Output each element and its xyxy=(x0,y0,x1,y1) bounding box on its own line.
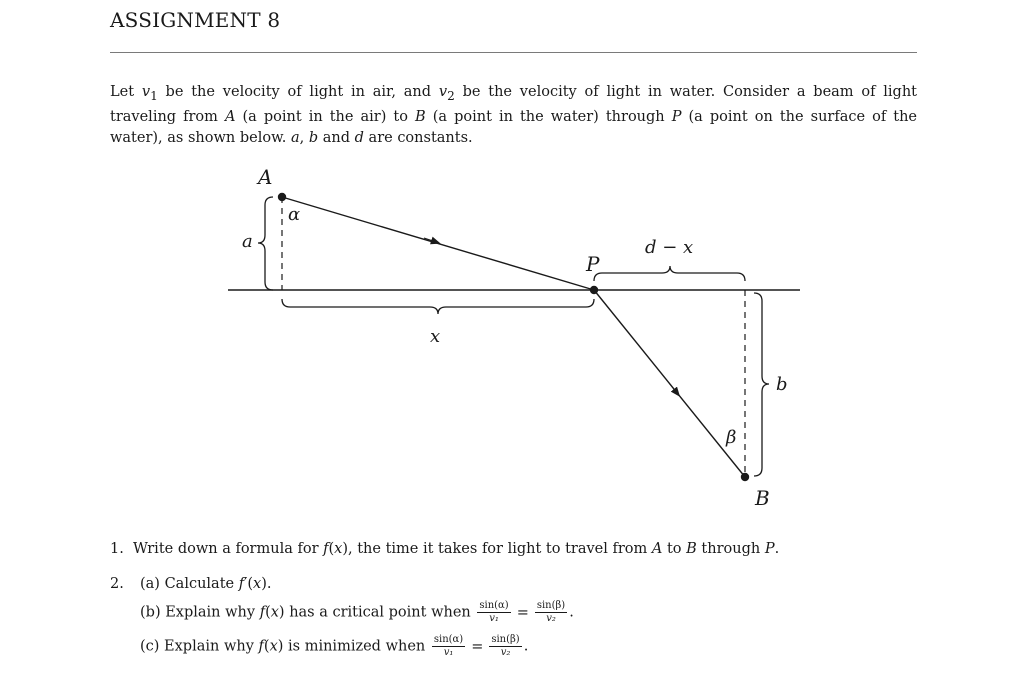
brace-b xyxy=(754,293,769,476)
point-a xyxy=(278,193,286,201)
label-beta-angle: β xyxy=(726,427,737,448)
label-p-point: P xyxy=(586,252,600,276)
label-a-point: A xyxy=(258,165,273,189)
label-x-length: x xyxy=(430,326,441,347)
label-b-point: B xyxy=(755,486,770,510)
fraction-sin-beta-over-v2: $\frac{\sin(\beta)}{\text{v₂}}$ xyxy=(491,634,520,658)
label-d-minus-x: d − x xyxy=(645,237,694,258)
question-1-number: 1. xyxy=(110,541,124,557)
question-2-number: 2. xyxy=(110,576,124,592)
fraction-sin-alpha-over-v1: $\frac{\sin(\alpha)}{\text{v₁}}$ xyxy=(433,634,464,658)
fraction-sin-beta-over-v2: $\frac{\sin(\beta)}{\text{v₂}}$ xyxy=(536,600,566,624)
fraction-sin-alpha-over-v1: $\frac{\sin(\alpha)}{\text{v₁}}$ xyxy=(479,600,509,624)
brace-a xyxy=(258,197,273,290)
question-2c-text: (c) Explain why f(x) is minimized when $\frac{\sin(\alpha)}{\text{v₁}}$ = $\frac{\sin(\beta)}{\text{v₂}}$ . xyxy=(140,634,529,658)
label-b-length: b xyxy=(776,374,788,395)
intro-paragraph: Let $v_1$ be the velocity of light in air, and $v_2$ be the velocity of light in water. Consider a beam of light traveling from A (a point in the air) to B (a point in the water) through P (a point on the surface of the water), as shown below. a, b and d are constants. xyxy=(110,84,917,146)
label-alpha-angle: α xyxy=(288,204,301,225)
question-2b-text: (b) Explain why f(x) has a critical point when $\frac{\sin(\alpha)}{\text{v₁}}$ = $\frac{\sin(\beta)}{\text{v₂}}$ . xyxy=(140,600,574,624)
label-a-length: a xyxy=(242,231,253,252)
brace-x xyxy=(282,299,594,314)
ray-a-to-p xyxy=(282,197,594,290)
ray-p-to-b-arrow xyxy=(669,383,677,393)
question-1-text: Write down a formula for f(x), the time it takes for light to travel from A to B through P. xyxy=(133,541,780,557)
question-2a-text: (a) Calculate f′(x). xyxy=(140,576,272,592)
assignment-title: ASSIGNMENT 8 xyxy=(110,8,281,32)
point-p xyxy=(590,286,598,294)
brace-d-minus-x xyxy=(594,266,745,281)
point-b xyxy=(741,473,749,481)
